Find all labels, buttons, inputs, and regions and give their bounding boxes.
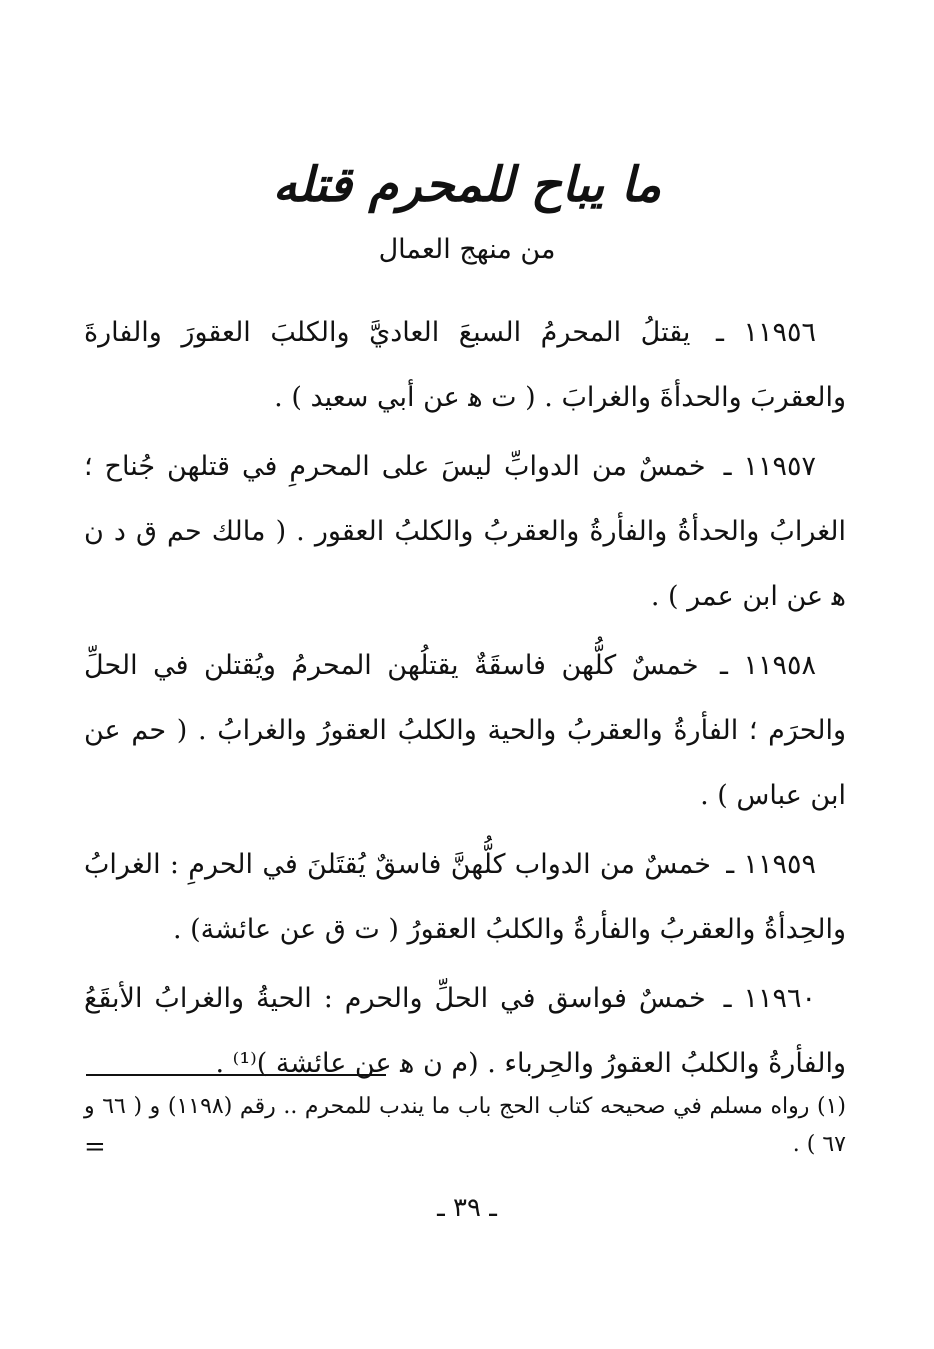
footnote-text: (١) رواه مسلم في صحيحه كتاب الحج باب ما يندب للمحرم .. رقم (١١٩٨) و ( ٦٦ و ٦٧ ) . (84, 1094, 846, 1157)
entry-11957 (84, 434, 846, 629)
footnote-continuation-mark: = (84, 1132, 106, 1162)
page-subtitle: من منهج العمال (378, 234, 556, 265)
page-title: ما يباح للمحرم قتله (272, 157, 662, 213)
entry-number: ١١٩٥٨ ـ (720, 650, 816, 681)
entry-text: خمسٌ من الدواب كلُّهنَّ فاسقٌ يُقتَلنَ في الحرمِ : الغرابُ والحِدأةُ والعقربُ والفأرةُ والكلبُ العقورُ ( ت ق عن عائشة) . (84, 849, 846, 945)
footnote (84, 1088, 846, 1164)
entry-number: ١١٩٥٩ ـ (726, 849, 816, 880)
entry-number: ١١٩٥٧ ـ (723, 451, 816, 482)
entry-text: يقتلُ المحرمُ السبعَ العاديَّ والكلبَ العقورَ والفارةَ والعقربَ والحدأةَ والغرابَ . ( ت ﻫ عن أبي سعيد ) . (84, 317, 846, 413)
entry-11960 (84, 966, 846, 1096)
entry-number: ١١٩٦٠ ـ (723, 983, 816, 1014)
page-number: ـ ٣٩ ـ (437, 1193, 497, 1223)
entry-11956 (84, 300, 846, 430)
entry-11958 (84, 633, 846, 828)
entry-11959 (84, 832, 846, 962)
entry-number: ١١٩٥٦ ـ (715, 317, 816, 348)
entry-text: خمسٌ من الدوابِّ ليسَ على المحرمِ في قتلهن جُناح ؛ الغرابُ والحدأةُ والفأرةُ والعقربُ والكلبُ العقور . ( مالك حم ق د ن ﻫ عن ابن عمر ) . (84, 451, 846, 612)
footnote-divider (86, 1074, 386, 1076)
entry-text: خمسٌ فواسق في الحلِّ والحرم : الحيةُ والغرابُ الأبقَعُ والفأرةُ والكلبُ العقورُ والحِرباء . (م ن ﻫ عن عائشة )⁽¹⁾ . (84, 983, 846, 1079)
entry-text: خمسٌ كلُّهن فاسقَةٌ يقتلُهن المحرمُ ويُقتلن في الحلِّ والحرَم ؛ الفأرةُ والعقربُ والحية والكلبُ العقورُ والغرابُ . ( حم عن ابن عباس ) . (84, 650, 846, 811)
entries-list (84, 300, 846, 1100)
